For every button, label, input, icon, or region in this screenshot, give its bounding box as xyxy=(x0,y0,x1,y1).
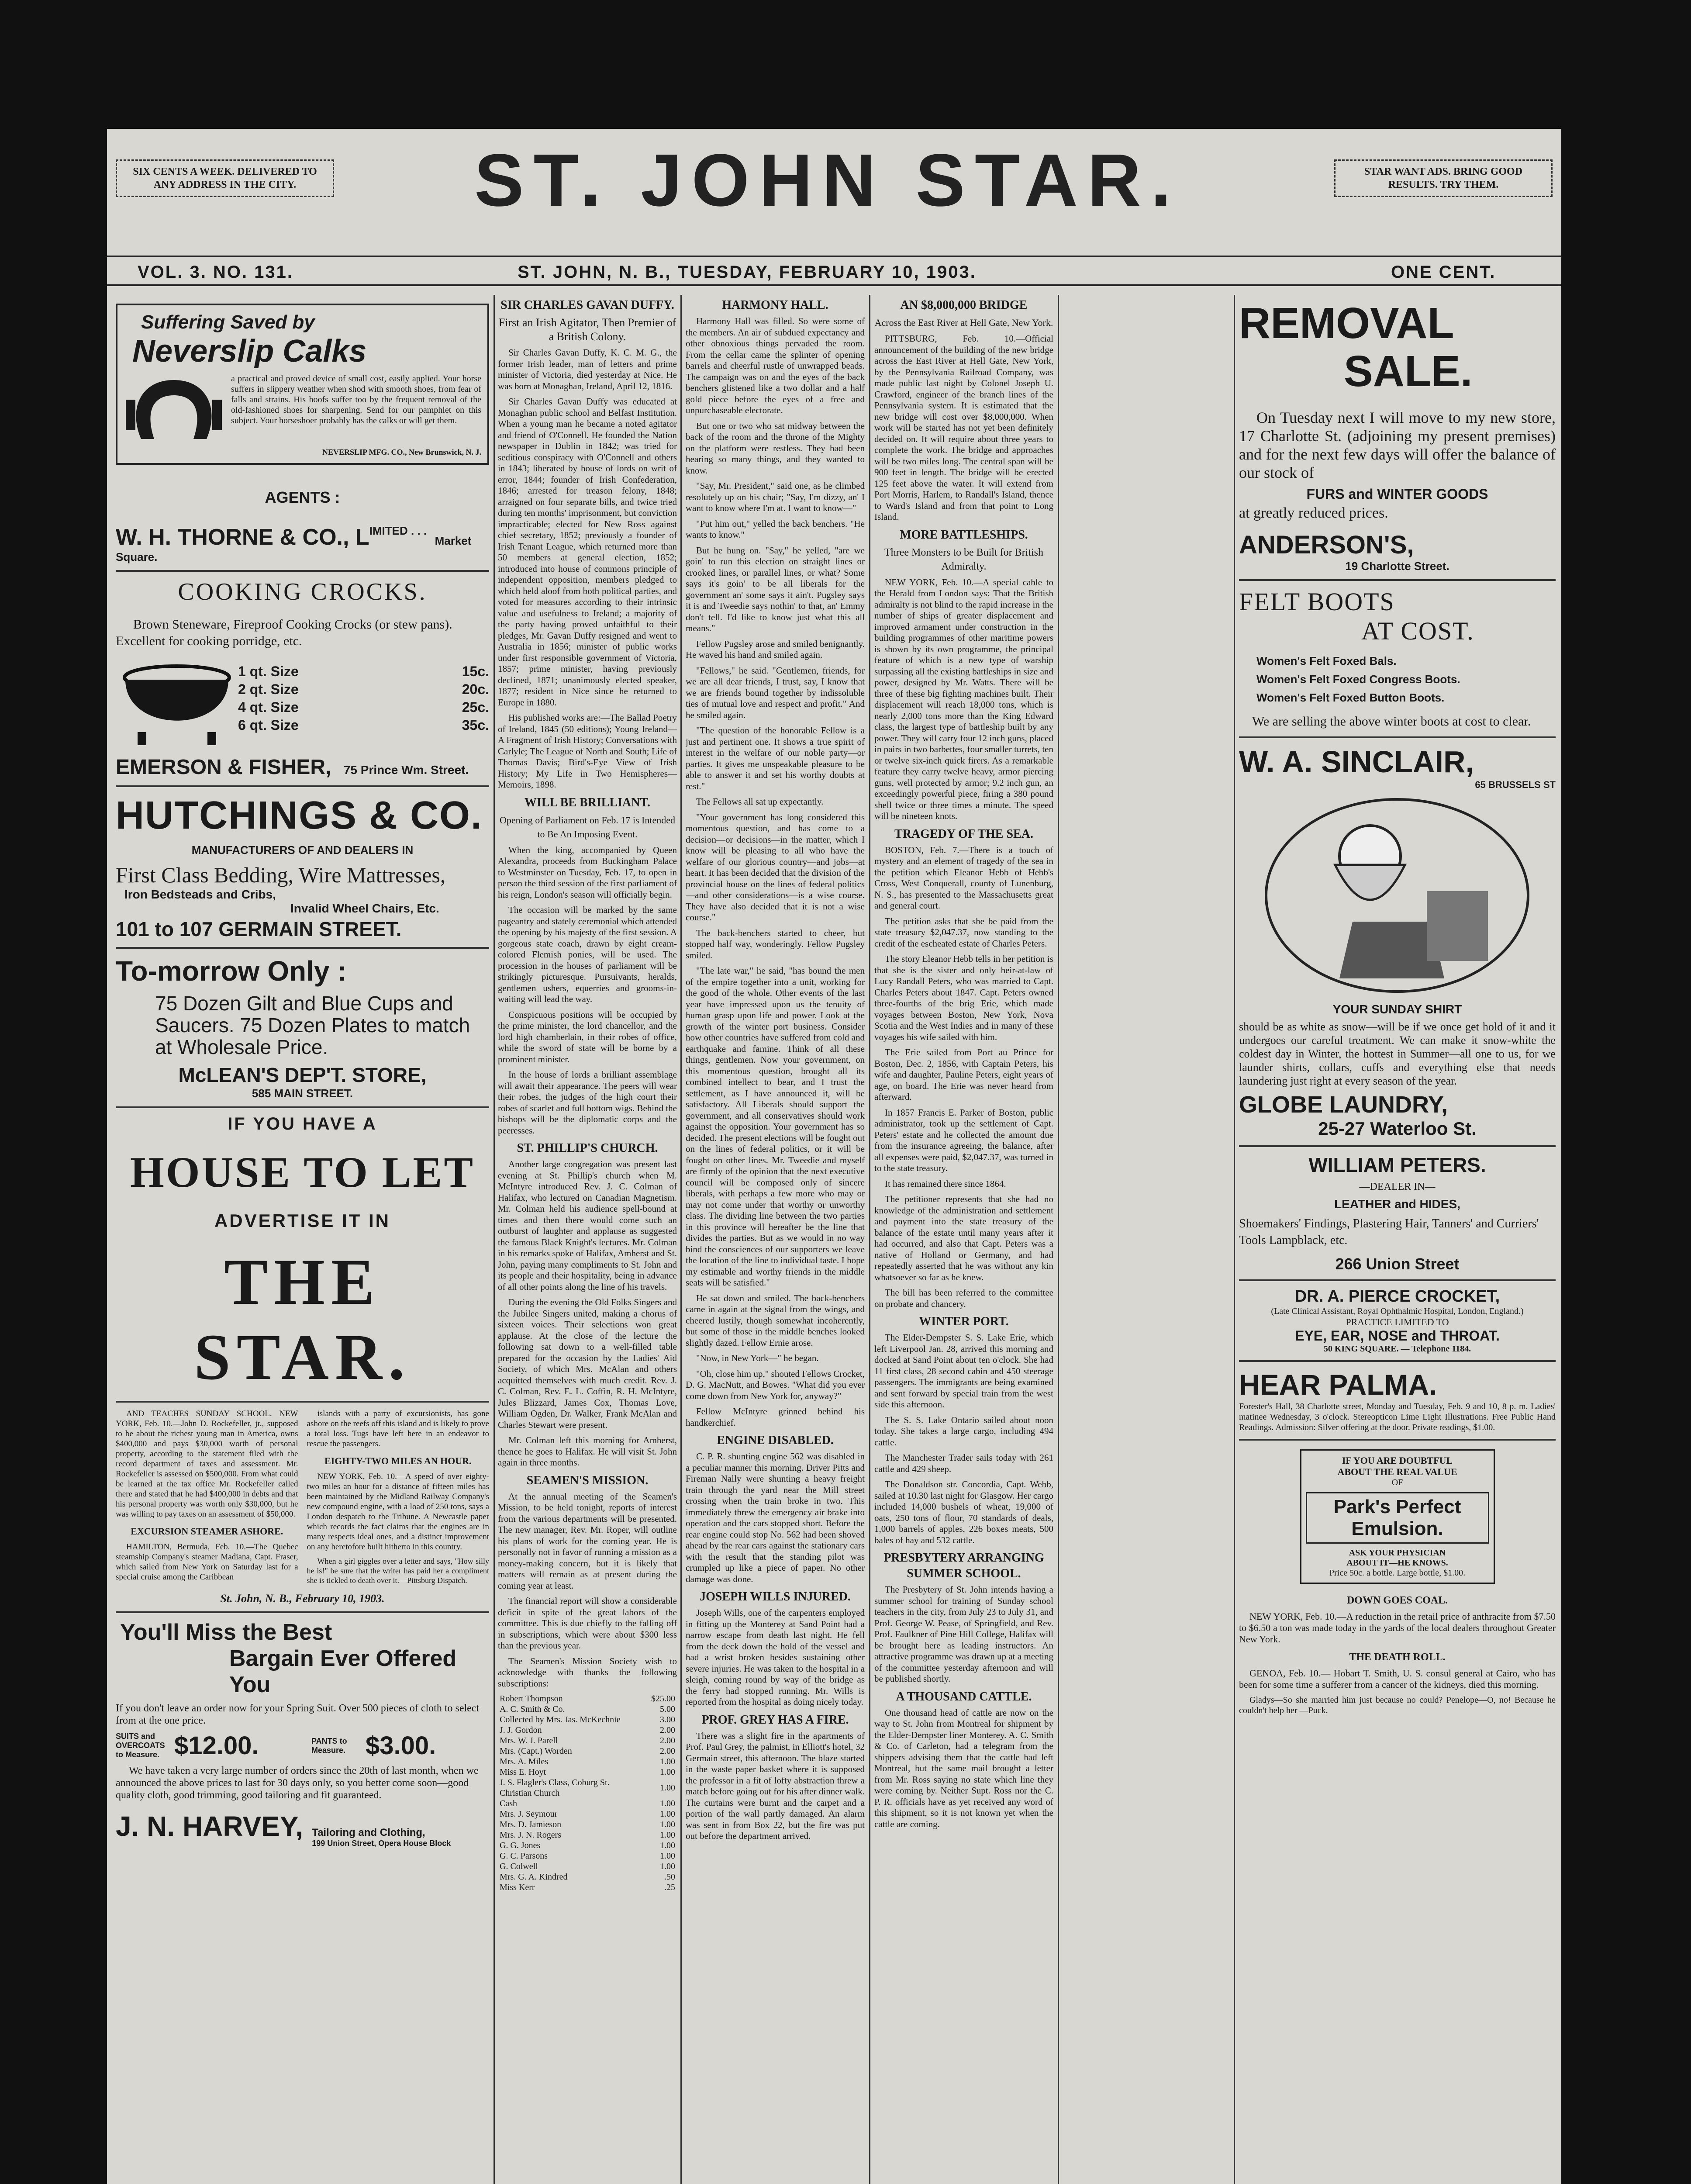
subscription-row xyxy=(498,1767,677,1777)
subscriber-name: Cash xyxy=(500,1799,517,1808)
crock-pot-icon xyxy=(116,656,238,752)
subscription-amount: 1.00 xyxy=(660,1767,675,1777)
subscriber-name: A. C. Smith & Co. xyxy=(500,1704,565,1714)
felt-text: We are selling the above winter boots at cost to clear. xyxy=(1252,714,1531,729)
subscription-row xyxy=(498,1777,677,1798)
peters-line2: LEATHER and HIDES, xyxy=(1334,1197,1460,1211)
duffy-sub: First an Irish Agitator, Then Premier of a British Colony. xyxy=(498,316,676,343)
harmony-p3: "Say, Mr. President," said one, as he climbed resolutely up on his chair; "Say, I'm dizzy, an' I want to know where I'm at. I want to know—" xyxy=(686,480,865,513)
tragedy-p3: The story Eleanor Hebb tells in her petition is that she is the sister and only heir-at-law of Lucy Randall Peters, who was married to Capt. Charles Peters about 1847. Capt. Peters owned three-fourths of the brig Erie, which made voyages between Boston, New York, Nova Scotia and the West Indies and in many of these voyages his wife sailed with him. xyxy=(874,954,1053,1042)
harmony-p14: "Now, in New York—" he began. xyxy=(696,1353,819,1363)
duffy-p1: Sir Charles Gavan Duffy, K. C. M. G., the former Irish leader, man of letters and prime minister of Victoria, died yesterday at Nice. He was born at Monaghan, Ireland, April 12, 1816. xyxy=(498,347,677,391)
col1-news xyxy=(116,1409,489,1590)
harmony-p15: "Oh, close him up," shouted Fellows Crocket, D. G. MacNutt, and Bowes. "What did you ever come down from New York for, anyway?" xyxy=(686,1368,865,1401)
harvey-text2: We have taken a very large number of orders since the 20th of last month, when we announced the above prices to last for 30 days only, so you better come soon—good quality cloth, good trimming, good tailoring and fit guaranteed. xyxy=(116,1765,479,1801)
harmony-p10: "Your government has long considered this momentous question, and has come to a decision—or decisions—in the matter, which I know will be pleasing to all who have the welfare of our glorious country—and jobs—at heart. It has been decided that the division of the provincial house on the lines of federal politics—and other considerations—is a wise course. They have also decided that it is not a wise course." xyxy=(686,812,865,923)
mcleans-firm: McLEAN'S DEP'T. STORE, xyxy=(178,1064,427,1086)
subscription-amount: 5.00 xyxy=(660,1704,675,1714)
divider xyxy=(116,785,489,787)
subscriber-name: G. Colwell xyxy=(500,1862,538,1871)
parks-line8: Price 50c. a bottle. Large bottle, $1.00. xyxy=(1329,1568,1466,1578)
parks-line3: OF xyxy=(1391,1478,1403,1487)
felt-item: Women's Felt Foxed Bals. xyxy=(1256,654,1397,667)
engine-text: C. P. R. shunting engine 562 was disabled in a peculiar manner this morning. Driver Pitts and Fireman Nally were shunting a heavy freight train through the yard near the Mill street crossing when the train broke in two. This immediately threw the emergency air brake into operation and the cars stopped short. Before the rear engine could stop No. 562 had been shoved ahead by the rear cars against the stationary cars with the result that the standing pilot was crumpled up like a piece of paper. No other damage was done. xyxy=(686,1451,865,1584)
harvey-text: If you don't leave an order now for your Spring Suit. Over 500 pieces of cloth to select from at the one price. xyxy=(116,1703,480,1726)
phillips-p3: Mr. Colman left this morning for Amherst, thence he goes to Halifax. He will visit St. John again in three months. xyxy=(498,1435,677,1468)
agents-label: AGENTS : xyxy=(265,488,340,506)
subscriber-name: Mrs. (Capt.) Worden xyxy=(500,1746,572,1756)
harmony-p1: Harmony Hall was filled. So were some of the members. An air of subdued expectancy and other obnoxious things pervaded the room. From the cellar came the splinter of opening barrels and cheerful rustle of unwrapped beads. The campaign was on and the eyes of the back benchers glistened like a two dollar and a half gold piece before the eyes of a free and unpurchaseable electorate. xyxy=(686,316,865,415)
agent-line xyxy=(116,524,489,564)
hutchings-line5: 101 to 107 GERMAIN STREET. xyxy=(116,918,402,940)
emerson-fisher: EMERSON & FISHER, xyxy=(116,756,331,779)
crocks-title: COOKING CROCKS. xyxy=(178,578,427,605)
hutchings-line2: First Class Bedding, Wire Mattresses, xyxy=(116,863,446,887)
dateline xyxy=(107,256,1561,286)
size-label: 2 qt. Size xyxy=(238,681,299,697)
laundry-illustration-icon xyxy=(1239,791,1556,1000)
miles-head: EIGHTY-TWO MILES AN HOUR. xyxy=(324,1455,472,1466)
divider xyxy=(116,947,489,949)
subscription-box: SIX CENTS A WEEK. DELIVERED TO ANY ADDRESS IN THE CITY. xyxy=(116,159,334,197)
harmony-p7: "Fellows," he said. "Gentlemen, friends, for we are all dear friends, I trust, say, I know that we are friends bound together by indissoluble ties of mutual love and respect and profit." And he smiled again. xyxy=(686,665,865,720)
parks-line5: Emulsion. xyxy=(1351,1518,1443,1539)
parks-line6: ASK YOUR PHYSICIAN xyxy=(1349,1548,1446,1558)
divider xyxy=(1239,579,1556,581)
brilliant-p4: In the house of lords a brilliant assemblage will await their appearance. The peers will wear their robes, the judges of the high court their robes of scarlet and full bottom wigs. Behind the bishops will be the diplomatic corps and the peeresses. xyxy=(498,1069,677,1136)
seamen-p3: The Seamen's Mission Society wish to acknowledge with thanks the following subscriptions: xyxy=(498,1655,677,1689)
column-rule xyxy=(680,295,682,2184)
duffy-head: SIR CHARLES GAVAN DUFFY. xyxy=(500,298,674,312)
phillips-p1: Another large congregation was present last evening at St. Phillip's church when M. McIntyre introduced Rev. J. C. Colman of Halifax, who lectured on Canadian Magnetism. Mr. Colman held his audience spell-bound at times and then there would come such an outburst of laughter and applause as suggested the famous Black Knight's lectures. Mr. Colman in his remarks spoke of Halifax, Amherst and St. John, paying many compliments to St. John and its people and their hospitality, being in advance of all other points along the line of his travels. xyxy=(498,1159,677,1292)
wills-head: JOSEPH WILLS INJURED. xyxy=(700,1590,851,1603)
divider xyxy=(1239,736,1556,738)
masthead-title: ST. JOHN STAR. xyxy=(474,139,1181,222)
column-4 xyxy=(874,295,1053,2184)
hutchings-line1: MANUFACTURERS OF AND DEALERS IN xyxy=(191,843,414,857)
subscription-amount: 2.00 xyxy=(660,1746,675,1756)
subscriber-name: Mrs. A. Miles xyxy=(500,1757,549,1766)
subscription-amount: 2.00 xyxy=(660,1725,675,1735)
divider xyxy=(116,1106,489,1108)
rockefeller-text: AND TEACHES SUNDAY SCHOOL. NEW YORK, Feb. 10.—John D. Rockefeller, jr., supposed to be about the richest young man in America, owns $400,000 and pays $30,000 worth of personal property, according to the statement filed with the record department of taxes and assessment. Mr. Rockefeller is assessed on $500,000. From what could be learned at the tax office Mr. Rockefeller called there and stated that he had $400,000 in debts and that his personal property was worth only $30,000, but he was willing to pay taxes on an assessment of $50,000. xyxy=(116,1409,298,1519)
subscriber-name: Mrs. J. N. Rogers xyxy=(500,1830,562,1840)
harmony-p16: Fellow McIntyre grinned behind his handkerchief. xyxy=(686,1406,865,1428)
harvey-line1: You'll Miss the Best xyxy=(120,1620,332,1645)
battleships-sub: Three Monsters to be Built for British Admiralty. xyxy=(884,546,1043,572)
subscription-row xyxy=(498,1746,677,1756)
cattle-head: A THOUSAND CATTLE. xyxy=(896,1690,1032,1704)
subscriber-name: Miss E. Hoyt xyxy=(500,1767,546,1777)
battleships-text: NEW YORK, Feb. 10.—A special cable to the Herald from London says: That the British admiralty is not blind to the rapid increase in the number of ships of greater displacement and improved armament under construction in the building programmes of other maritime powers is shown by its own programme, the principal feature of which is a new type of warship surpassing all the existing battleships in size and power, designed by Mr. Watts. There will be three of these big fighting machines built. Their displacement will reach 18,000 tons, which is nearly 2,000 tons more than the King Edward class, the largest type of battleship built by any power. They will carry four 12 inch guns, placed in pairs in two barbettes, four smaller turrets, ten or twelve six-inch quick firers. As a remarkable feature they carry twelve heavy, armor piercing guns, well protected by armor; 9.2 inch gun, an exceedingly powerful piece, firing a 380 pound shell twice or three times a minute. The speed will be nineteen knots. xyxy=(874,577,1053,821)
tragedy-p1: BOSTON, Feb. 7.—There is a touch of mystery and an element of tragedy of the sea in the petition which Eleanor Hebb of Hebb's Cross, West Conquerall, county of Lunenburg, N. S., has presented to the Massachusetts great and general court. xyxy=(874,844,1053,911)
brilliant-head: WILL BE BRILLIANT. xyxy=(524,795,651,809)
subscription-list xyxy=(498,1693,677,1893)
divider xyxy=(1239,1145,1556,1147)
grey-head: PROF. GREY HAS A FIRE. xyxy=(701,1713,849,1727)
house-line2: HOUSE TO LET xyxy=(130,1148,475,1196)
subscription-row xyxy=(498,1872,677,1882)
andersons-address: 19 Charlotte Street. xyxy=(1345,560,1449,573)
harmony-p8: "The question of the honorable Fellow is a just and pertinent one. It shows a true spirit of interest in the welfare of our noble party—or parties. It gives me unspeakable pleasure to be able to answer it and set his worthy doubts at rest." xyxy=(686,725,865,791)
size-price: 35c. xyxy=(462,717,489,733)
subscription-row xyxy=(498,1735,677,1746)
duffy-p2: Sir Charles Gavan Duffy was educated at Monaghan public school and Belfast Institution. When a young man he became a noted agitator and friend of O'Connell. He founded the Nation newspaper in Dublin in 1842; was tried for seditious conspiracy with O'Connell and others in 1843; liberated by house of lords on writ of error, 1844; founder of Irish Confederation, 1846; arrested for treason felony, 1848; arraigned on four separate bills, and twice tried during ten months' imprisonment, but conviction impracticable; elected for New Ross against chief secretary, 1852; previously a founder of Irish Tenant League, which returned more than 50 members at general election, 1852; introduced into house of commons principle of independent opposition, members pledged to which held aloof from both political parties, and voted for measures according to their intrinsic value and usefulness to Ireland; a majority of the party having proved unfaithful to their pledges, Mr. Gavan Duffy resigned and went to Australia in 1856; minister of public works under first responsible government of Victoria, 1857; prime minister, having previously declined, 1871; unanimously elected speaker, 1877; resident in Nice since he returned to Europe in 1880. xyxy=(498,396,677,708)
subscription-row xyxy=(498,1756,677,1767)
sinclair: W. A. SINCLAIR, xyxy=(1239,745,1474,779)
death-text: GENOA, Feb. 10.— Hobart T. Smith, U. S. consul general at Cairo, who has been for some time a sufferer from a cancer of the kidneys, died this morning. xyxy=(1239,1668,1556,1690)
subscription-row xyxy=(498,1830,677,1840)
subscription-row xyxy=(498,1840,677,1851)
crock-sizes xyxy=(238,656,489,752)
agent-address: Market Square. xyxy=(116,534,472,563)
subscriber-name: Mrs. J. Seymour xyxy=(500,1809,558,1819)
harmony-p4: "Put him out," yelled the back benchers. "He wants to know." xyxy=(686,518,865,540)
column-rule xyxy=(1234,295,1235,2184)
agent-name: W. H. THORNE & CO., L xyxy=(116,525,369,550)
subscription-row xyxy=(498,1693,677,1704)
winter-port-p4: The Donaldson str. Concordia, Capt. Webb, sailed at 10.30 last night for Glasgow. Her cargo included 14,000 bushels of wheat, 19,000 of oats, 250 tons of flour, 70 standards of deals, 1,000 barrels of apples, 226 boxes meats, 500 bales of hay and 532 cattle. xyxy=(874,1479,1053,1545)
parks-line1: IF YOU ARE DOUBTFUL xyxy=(1342,1455,1453,1466)
tragedy-p4: The Erie sailed from Port au Prince for Boston, Dec. 2, 1856, with Captain Peters, his wife and daughter, Pauline Peters, eight years of age, on board. The Erie was never heard from afterward. xyxy=(874,1047,1053,1102)
subscription-amount: 1.00 xyxy=(660,1862,675,1871)
felt-item: Women's Felt Foxed Button Boots. xyxy=(1256,691,1445,704)
subscription-row xyxy=(498,1725,677,1735)
size-label: 1 qt. Size xyxy=(238,663,299,679)
harvey-date: St. John, N. B., February 10, 1903. xyxy=(220,1592,385,1605)
harmony-p13: He sat down and smiled. The back-benchers came in again at the signal from the wings, and cheered lustily, though somewhat incoherently, but some of those in the middle benches looked slightly dazed. Fellow Ernie arose. xyxy=(686,1292,865,1348)
parks-line2: ABOUT THE REAL VALUE xyxy=(1337,1466,1457,1477)
subscription-amount: 1.00 xyxy=(660,1851,675,1861)
parks-line4: Park's Perfect xyxy=(1333,1496,1461,1517)
subscription-amount: .50 xyxy=(664,1872,675,1882)
removal-text: On Tuesday next I will move to my new store, 17 Charlotte St. (adjoining my present premises) and for the next few days will offer the balance of our stock of xyxy=(1239,409,1556,481)
subscription-amount: $25.00 xyxy=(651,1694,675,1704)
column-1 xyxy=(116,295,489,2184)
subscription-amount: 1.00 xyxy=(660,1799,675,1808)
brilliant-sub: Opening of Parliament on Feb. 17 is Intended to Be An Imposing Event. xyxy=(499,814,676,840)
harvey-address: 199 Union Street, Opera House Block xyxy=(312,1839,451,1848)
furs-line: FURS and WINTER GOODS xyxy=(1306,486,1488,502)
death-head: THE DEATH ROLL. xyxy=(1349,1652,1446,1663)
column-5 xyxy=(1239,295,1556,2184)
bridge-sub: Across the East River at Hell Gate, New York. xyxy=(874,317,1053,328)
divider xyxy=(116,570,489,572)
house-line1: IF YOU HAVE A xyxy=(228,1114,377,1133)
tragedy-p5: In 1857 Francis E. Parker of Boston, public administrator, took up the settlement of Capt. Peters' estate and he collected the amount due from the insurance agreeing, the balance, after all expenses were paid, $2,047.37, was turned in to the state treasury. xyxy=(874,1107,1053,1173)
divider xyxy=(116,1611,489,1613)
presbytery-head: PRESBYTERY ARRANGING SUMMER SCHOOL. xyxy=(883,1551,1044,1580)
furs-tail: at greatly reduced prices. xyxy=(1239,505,1388,521)
volume-number: VOL. 3. NO. 131. xyxy=(138,263,294,282)
subscription-amount: 1.00 xyxy=(660,1841,675,1850)
battleships-head: MORE BATTLESHIPS. xyxy=(900,528,1028,542)
size-label: 4 qt. Size xyxy=(238,699,299,715)
shirt-text: should be as white as snow—will be if we once get hold of it and it undergoes our careful treatment. We can make it snow-white the coldest day in Winter, the hottest in Summer—all one to us, for we launder shirts, collars, cuffs and everything else that needs laundering just right at every season of the year. xyxy=(1239,1020,1556,1087)
parks-line7: ABOUT IT—HE KNOWS. xyxy=(1346,1558,1448,1568)
subscriber-name: J. J. Gordon xyxy=(500,1725,542,1735)
subscription-amount: 1.00 xyxy=(660,1757,675,1766)
peters-line3: Shoemakers' Findings, Plastering Hair, Tanners' and Curriers' Tools Lampblack, etc. xyxy=(1239,1217,1539,1247)
brilliant-p3: Conspicuous positions will be occupied by the prime minister, the lord chancellor, and the lord high chamberlain, in their robes of office, while the sword of state will be borne by a prominent minister. xyxy=(498,1009,677,1064)
hutchings-title: HUTCHINGS & CO. xyxy=(116,794,483,837)
subscriber-name: Miss Kerr xyxy=(500,1883,535,1892)
column-rule xyxy=(869,295,870,2184)
subscription-amount: .25 xyxy=(664,1883,675,1892)
subscription-row xyxy=(498,1798,677,1809)
subscription-amount: 1.00 xyxy=(660,1830,675,1840)
tragedy-p2: The petition asks that she be paid from the state treasury $2,047.37, now standing to the credit of the escheated estate of Charles Peters. xyxy=(874,916,1053,949)
crocket-line1: (Late Clinical Assistant, Royal Ophthalmic Hospital, London, England.) xyxy=(1271,1306,1524,1316)
subscriber-name: Robert Thompson xyxy=(500,1694,563,1704)
winter-port-head: WINTER PORT. xyxy=(919,1315,1009,1328)
globe-laundry: GLOBE LAUNDRY, xyxy=(1239,1092,1448,1118)
tragedy-p8: The bill has been referred to the committee on probate and chancery. xyxy=(874,1287,1053,1309)
neverslip-text: a practical and proved device of small cost, easily applied. Your horse suffers in slippery weather when shod with smooth shoes, from fear of falls and strains. His hoofs suffer too by the frequent removal of the old-fashioned shoes for sharpening. Send for our pamphlet on this subject. Your horseshoer probably has the calks or will get them. xyxy=(231,374,481,425)
crocket-title: DR. A. PIERCE CROCKET, xyxy=(1294,1287,1500,1306)
subscriber-name: Mrs. G. A. Kindred xyxy=(500,1872,568,1882)
subscription-row xyxy=(498,1882,677,1893)
subscription-row xyxy=(498,1704,677,1714)
pants-label: PANTS to Measure. xyxy=(311,1736,347,1755)
seamen-p2: The financial report will show a considerable deficit in spite of the great labors of the committee. This is due chiefly to the falling off in subscriptions, which were about $300 less than the previous year. xyxy=(498,1596,677,1651)
subscriber-name: Mrs. D. Jamieson xyxy=(500,1820,562,1829)
harmony-p6: Fellow Pugsley arose and smiled benignantly. He waved his hand and smiled again. xyxy=(686,638,865,660)
subscriber-name: G. C. Parsons xyxy=(500,1851,548,1861)
subscription-amount: 1.00 xyxy=(660,1809,675,1819)
mcleans-text: 75 Dozen Gilt and Blue Cups and Saucers. 75 Dozen Plates to match at Wholesale Price. xyxy=(155,992,470,1058)
house-line3: ADVERTISE IT IN xyxy=(214,1210,391,1231)
divider xyxy=(1239,1439,1556,1441)
divider xyxy=(1239,1360,1556,1362)
bridge-text: PITTSBURG, Feb. 10.—Official announcement of the building of the new bridge across the East River at Hell Gate, New York, by the Pennsylvania Railroad Company, was made public last night by Colonel Joseph U. Crawford, engineer of the branch lines of the Pennsylvania system. It is estimated that the new bridge will cost over $8,000,000. When work will be started has not yet been definitely decided on. It will require about three years to complete the work. The bridge and approaches will be two miles long. The central span will be 900 feet in length. The bridge will be erected 125 feet above the water. It will extend from Port Morris, Harlem, to Randall's Island, thence to Ward's Island and from that point to Long Island. xyxy=(874,333,1053,522)
grey-text: There was a slight fire in the apartments of Prof. Paul Grey, the palmist, in Elliott's hotel, 32 Germain street, this afternoon. The blaze started in the waste paper basket where it is supposed the professor in a fit of lofty abstraction threw a match before going out for his after dinner walk. The curtains were burnt and the carpet and a portion of the wall partly damaged. An alarm was sent in from Box 22, but the fire was put out before the department arrived. xyxy=(686,1730,865,1841)
presbytery-text: The Presbytery of St. John intends having a summer school for training of Sunday school teachers in the city, from July 23 to July 31, and Prof. George W. Pease, of Springfield, and Rev. Prof. Faulkner of Pine Hill College, Halifax will be brought here as leading instructors. An attractive programme was drawn up at a meeting of the committee yesterday afternoon and will be published shortly. xyxy=(874,1584,1053,1684)
subscriber-name: G. G. Jones xyxy=(500,1841,541,1850)
mcleans-title: To-morrow Only : xyxy=(116,955,347,987)
house-line4: THE STAR. xyxy=(194,1246,411,1393)
harmony-p12: "The late war," he said, "has bound the men of the empire together into a unit, working for the good of the whole. Other events of the last year have impressed upon us the tenuity of human grasp upon life and power. Look at the growth of the winter port business. Consider how other countries have suffered from cold and earthquake and famine. Think of all these things, gentlemen. Now your government, on this momentous question, brought all its combined intellect to bear, and I trust the settlement, as I have announced it, will be satisfactory. All Liberals should support the government, and all conservatives should work against the opposition. Your government has so decided. The present elections will be fought out on the lines of federal politics, or it will be fought on other lines. Mr. Tweedie and myself are firmly of the opinion that the next executive council will be composed only of sincere liberals, with perhaps a few more who may or may not come under that worthy or unworthy class. The dividing line between the two parties in this province will hereafter be the line that divides the parties. But as we would in no way bind the consciences of our supporters we leave the location of the line to individual taste. I hope my estimable and worthy friends in the middle seats will be satisfied." xyxy=(686,965,865,1288)
seamen-head: SEAMEN'S MISSION. xyxy=(526,1473,649,1487)
tragedy-p7: The petitioner represents that she had no knowledge of the administration and settlement and payment into the state treasury of the balance of the estate until many years after it had occurred, and also that Capt. Peters was a native of Holland or Germany, and had repeatedly asserted that he was without any kin whatsoever so far as he knew. xyxy=(874,1194,1053,1282)
size-price: 20c. xyxy=(462,681,489,697)
gladys-joke: Gladys—So she married him just because no could? Penelope—O, no! Because he couldn't help her —Puck. xyxy=(1239,1695,1556,1715)
tragedy-head: TRAGEDY OF THE SEA. xyxy=(894,827,1033,841)
miles-text: NEW YORK, Feb. 10.—A speed of over eighty-two miles an hour for a distance of fifteen miles has been maintained by the Midland Railway Company's new compound engine, with a load of 250 tons, says a London despatch to the Tribune. A Newcastle paper which records the fact claims that the engines are in many respects ideal ones, and a distinct improvement on any heretofore built hitherto in this country. xyxy=(307,1472,489,1552)
subscription-row xyxy=(498,1861,677,1872)
phillips-head: ST. PHILLIP'S CHURCH. xyxy=(517,1141,658,1155)
column-rule xyxy=(493,295,495,2184)
price: ONE CENT. xyxy=(1391,263,1496,282)
neverslip-title-2: Neverslip Calks xyxy=(132,334,367,369)
phillips-p2: During the evening the Old Folks Singers and the Jubilee Singers united, making a chorus of sixteen voices. Their selections won great applause. At the close of the lecture the following sat down to a well-filled table prepared for the occasion by the Ladies' Aid Society, of which Mrs. McAlan and others acquitted themselves with much credit. Rev. J. C. Colman, Rev. E. L. Coffin, R. H. McIntyre, Jules Blizzard, James Cox, Thomas Love, William Ogden, Dr. Walker, Frank McAlan and Charles Stewart were present. xyxy=(498,1297,677,1430)
subscription-amount: 1.00 xyxy=(660,1820,675,1829)
hutchings-line4: Invalid Wheel Chairs, Etc. xyxy=(290,902,439,915)
neverslip-maker: NEVERSLIP MFG. CO., New Brunswick, N. J. xyxy=(322,448,481,456)
bridge-head: AN $8,000,000 BRIDGE xyxy=(900,298,1028,312)
harmony-head: HARMONY HALL. xyxy=(722,298,828,312)
newspaper-page xyxy=(107,129,1561,2184)
shirt-title: YOUR SUNDAY SHIRT xyxy=(1332,1002,1462,1016)
sinclair-address: 65 BRUSSELS ST xyxy=(1475,779,1556,790)
suits-label: SUITS and OVERCOATS to Measure. xyxy=(116,1732,165,1759)
harmony-p2: But one or two who sat midway between the back of the room and the throne of the Mighty on the platform were restless. They had been hearing so many things, and they wanted to know. xyxy=(686,420,865,476)
andersons: ANDERSON'S, xyxy=(1239,531,1414,559)
felt-boots-title: FELT BOOTS xyxy=(1239,587,1395,616)
winter-port-p2: The S. S. Lake Ontario sailed about noon today. She takes a large cargo, including 494 cattle. xyxy=(874,1414,1053,1448)
sale-title: SALE. xyxy=(1344,347,1473,396)
crocket-line2: PRACTICE LIMITED TO xyxy=(1346,1317,1449,1327)
winter-port-p1: The Elder-Dempster S. S. Lake Erie, which left Liverpool Jan. 28, arrived this morning and docked at Sand Point about ten o'clock. She had 11 first class, 28 second cabin and 450 steerage passengers. The immigrants are being examined and sent forward by special train from the west side this afternoon. xyxy=(874,1332,1053,1410)
subscriber-name: Collected by Mrs. Jas. McKechnie xyxy=(500,1715,621,1724)
brilliant-p2: The occasion will be marked by the same pageantry and stately ceremonial which attended the opening by his majesty of the first session. A gorgeous state coach, drawn by eight cream-colored Flemish ponies, will be used. The procession in the houses of parliament will be strikingly picturesque. Pursuivants, heralds, gentlemen ushers, equerries and grooms-in-waiting will lead the way. xyxy=(498,905,677,1004)
harmony-p11: The back-benchers started to cheer, but stopped half way, wonderingly. Fellow Pugsley smiled. xyxy=(686,927,865,961)
palma-title: HEAR PALMA. xyxy=(1239,1368,1437,1401)
palma-text: Forester's Hall, 38 Charlotte street, Monday and Tuesday, Feb. 9 and 10, 8 p. m. Ladies' matinee Wednesday, 3 o'clock. Stereopticon Lime Light Illustrations. Free Public Hand Readings. Admission: Silver offering at the door. Private readings, $1.00. xyxy=(1239,1402,1556,1432)
emerson-address: 75 Prince Wm. Street. xyxy=(343,763,469,777)
subscription-amount: 2.00 xyxy=(660,1736,675,1745)
coal-text: NEW YORK, Feb. 10.—A reduction in the retail price of anthracite from $7.50 to $6.50 a ton was made today in the yards of the local dealers throughout Greater New York. xyxy=(1239,1611,1556,1645)
duffy-p3: His published works are:—The Ballad Poetry of Ireland, 1845 (50 editions); Young Ireland—A Fragment of Irish History; Conversations with Carlyle; The League of North and South; Life of Thomas Davis; Bird's-Eye View of Irish History; My Life in Two Hemispheres—Memoirs, 1898. xyxy=(498,712,677,790)
size-label: 6 qt. Size xyxy=(238,717,299,733)
mcleans-address: 585 MAIN STREET. xyxy=(252,1087,353,1100)
globe-address: 25-27 Waterloo St. xyxy=(1318,1118,1477,1139)
peters-line1: —DEALER IN— xyxy=(1359,1181,1436,1192)
subscription-row xyxy=(498,1851,677,1861)
parks-emulsion-ad xyxy=(1300,1449,1495,1584)
neverslip-title-1: Suffering Saved by xyxy=(141,311,315,333)
subscription-row xyxy=(498,1819,677,1830)
coal-head: DOWN GOES COAL. xyxy=(1346,1595,1448,1606)
engine-head: ENGINE DISABLED. xyxy=(717,1434,834,1447)
gossip-text: When a girl giggles over a letter and says, "How silly he is!" be sure that the writer has paid her a compliment she is tickled to death over it.—Pittsburg Dispatch. xyxy=(307,1557,489,1585)
subscription-row xyxy=(498,1714,677,1725)
crocks-text: Brown Steneware, Fireproof Cooking Crocks (or stew pans). Excellent for cooking porridge, etc. xyxy=(116,617,452,648)
harmony-p9: The Fellows all sat up expectantly. xyxy=(696,796,824,807)
brilliant-p1: When the king, accompanied by Queen Alexandra, proceeds from Buckingham Palace to Westminster on Tuesday, Feb. 17, to open in person the third session of the first parliament of his reign, London's season will officially begin. xyxy=(498,844,677,900)
madiana-text: islands with a party of excursionists, has gone ashore on the reefs off this island and is likely to prove a total loss. Tugs have left here in an endeavor to rescue the passengers. xyxy=(307,1409,489,1448)
subscription-row xyxy=(498,1809,677,1819)
crocket-line3: EYE, EAR, NOSE and THROAT. xyxy=(1295,1328,1500,1344)
wills-text: Joseph Wills, one of the carpenters employed in fitting up the Monterey at Sand Point had a narrow escape from death last night. He fell from the deck down the hold of the vessel and had a wrist broken besides sustaining other severe injuries. He was taken to the hospital in a sleigh, coming round by way of the bridge as the ferry had stopped running. Mr. Wills is reported from the hospital as doing nicely today. xyxy=(686,1607,865,1707)
felt-at-cost: AT COST. xyxy=(1361,617,1474,645)
place-date: ST. JOHN, N. B., TUESDAY, FEBRUARY 10, 1903. xyxy=(518,263,977,282)
column-3 xyxy=(686,295,865,2184)
subscriber-name: Mrs. W. J. Parell xyxy=(500,1736,558,1745)
cattle-text: One thousand head of cattle are now on the way to St. John from Montreal for shipment by the Elder-Dempster liner Monterey. A. C. Smith & Co. of Carleton, had a telegram from the shippers advising them that the cattle had left Montreal, but the same mail brought a letter from Mr. Ross saying no state which line they were coming by. Neither Supt. Ross nor the C. P. R. officials have as yet received any word of this shipment, so it is not known yet when the cattle are coming. xyxy=(874,1707,1053,1829)
crocket-line4: 50 KING SQUARE. — Telephone 1184. xyxy=(1323,1344,1471,1354)
subscriber-name: J. S. Flagler's Class, Coburg St. Christian Church xyxy=(500,1778,610,1798)
harvey-desc: Tailoring and Clothing, xyxy=(312,1827,425,1838)
peters-title: WILLIAM PETERS. xyxy=(1308,1154,1486,1176)
harvey-firm: J. N. HARVEY, xyxy=(116,1811,304,1842)
subscription-amount: 3.00 xyxy=(660,1715,675,1724)
harmony-p5: But he hung on. "Say," he yelled, "are we goin' to run this election on straight lines or crooked lines, or parallel lines, or what? Some says it's goin' to be all liberals for the government an' some says it ain't. Pugsley says it is and Tweedie says nothin' to that, an' Emmy don't tell. I'd like to know just what this all means." xyxy=(686,545,865,633)
subscription-amount: 1.00 xyxy=(660,1783,675,1793)
removal-title: REMOVAL xyxy=(1239,299,1454,348)
harvey-line2: Bargain Ever Offered You xyxy=(229,1646,457,1697)
excursion-text: HAMILTON, Bermuda, Feb. 10.—The Quebec steamship Company's steamer Madiana, Capt. Fraser, which sailed from New York on Saturday last for a special cruise among the Caribbean xyxy=(116,1542,298,1582)
neverslip-ad xyxy=(116,304,489,465)
divider xyxy=(116,1401,489,1403)
want-ads-box: STAR WANT ADS. BRING GOOD RESULTS. TRY THEM. xyxy=(1334,159,1553,197)
size-price: 15c. xyxy=(462,663,489,679)
excursion-head: EXCURSION STEAMER ASHORE. xyxy=(131,1526,283,1537)
suits-price: $12.00. xyxy=(174,1731,259,1760)
pants-price: $3.00. xyxy=(366,1731,436,1760)
felt-item: Women's Felt Foxed Congress Boots. xyxy=(1256,673,1460,686)
column-2 xyxy=(498,295,677,2184)
size-price: 25c. xyxy=(462,699,489,715)
seamen-p1: At the annual meeting of the Seamen's Mission, to be held tonight, reports of interest from the various departments will be presented. The new manager, Rev. Mr. Roper, will outline his plans of work for the coming year. He is personally not in favor of running a mission as a money-making concern, but it is likely that matters will remain as at present during the coming year at least. xyxy=(498,1491,677,1591)
horseshoe-icon xyxy=(124,373,224,448)
divider xyxy=(1239,1279,1556,1281)
tragedy-p6: It has remained there since 1864. xyxy=(885,1178,1006,1189)
agent-suffix: IMITED . . . xyxy=(369,524,427,537)
column-rule xyxy=(1058,295,1059,2184)
hutchings-line3: Iron Bedsteads and Cribs, xyxy=(124,888,276,901)
winter-port-p3: The Manchester Trader sails today with 261 cattle and 429 sheep. xyxy=(874,1452,1053,1474)
peters-address: 266 Union Street xyxy=(1335,1255,1460,1273)
